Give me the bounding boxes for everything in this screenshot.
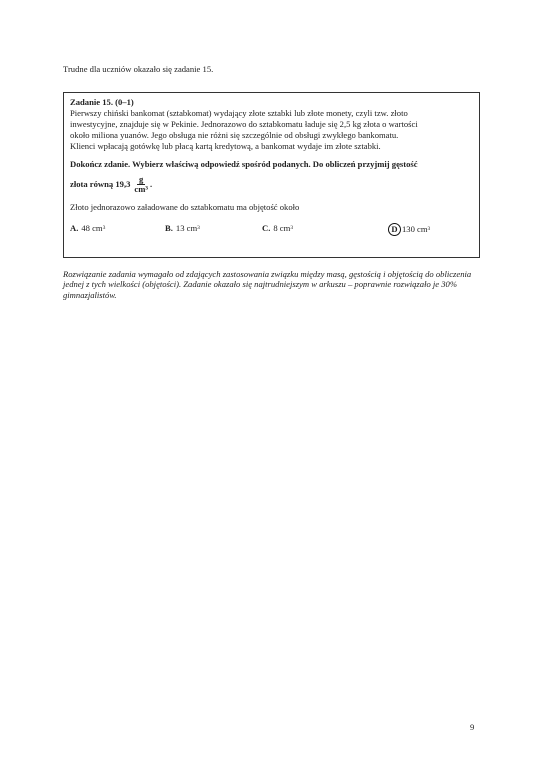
answer-letter: B.	[165, 223, 173, 234]
task-text-line: około miliona yuanów. Jego obsługa nie różni się szczególnie od obsługi zwykłego bankomatu.	[70, 130, 399, 140]
task-instruction: Dokończ zdanie. Wybierz właściwą odpowiedź spośród podanych. Do obliczeń przyjmij gęstość	[70, 159, 418, 169]
task-title: Zadanie 15. (0–1)	[70, 97, 134, 107]
answer-b[interactable]	[165, 223, 200, 234]
answer-exponent: 3	[102, 225, 106, 232]
answer-d-correct[interactable]	[388, 223, 430, 236]
task-box	[63, 92, 480, 258]
unit-denominator: cm³	[134, 184, 148, 195]
unit-numerator: g	[139, 174, 144, 184]
gold-density-text: złota równą 19,3	[70, 179, 131, 190]
task-text-line: Klienci wpłacają gotówkę lub płacą kartą kredytową, a bankomat wydaje im złote sztabki.	[70, 141, 381, 151]
task-text	[70, 108, 473, 152]
answer-value: 8 cm	[273, 223, 291, 234]
page-number: 9	[470, 722, 475, 732]
density-unit-fraction	[134, 175, 148, 194]
answer-exponent: 3	[427, 226, 431, 233]
intro-text: Trudne dla uczniów okazało się zadanie 15.	[63, 64, 214, 74]
answer-value: 130 cm	[402, 224, 428, 235]
answer-exponent: 3	[197, 225, 200, 232]
answers-row	[70, 223, 473, 241]
answer-exponent: 3	[290, 225, 294, 232]
task-text-line: Pierwszy chiński bankomat (sztabkomat) wydający złote sztabki lub złote monety, czyli tzw. złoto	[70, 108, 408, 118]
gold-density-line	[70, 175, 473, 194]
answer-value: 13 cm	[175, 223, 198, 234]
answer-value: 48 cm	[81, 223, 103, 234]
answer-letter: D	[391, 224, 398, 235]
task-text-line: inwestycyjne, znajduje się w Pekinie. Jednorazowo do sztabkomatu ładuje się 2,5 kg złota o wartości	[70, 119, 418, 129]
answer-a[interactable]	[70, 223, 105, 234]
correct-answer-circle	[388, 223, 401, 236]
solution-comment: Rozwiązanie zadania wymagało od zdających zastosowania związku między masą, gęstością i objętością do obliczenia jednej z tych wielkości (objętości). Zadanie okazało się najtrudniejszym w arkuszu – poprawnie rozwiązało je 30% gimnazjalistów.	[63, 269, 472, 300]
answer-letter: C.	[262, 223, 271, 234]
answer-c[interactable]	[262, 223, 293, 234]
answer-letter: A.	[70, 223, 79, 234]
unit-suffix: .	[149, 179, 153, 190]
task-question: Złoto jednorazowo załadowane do sztabkomatu ma objętość około	[70, 202, 300, 213]
